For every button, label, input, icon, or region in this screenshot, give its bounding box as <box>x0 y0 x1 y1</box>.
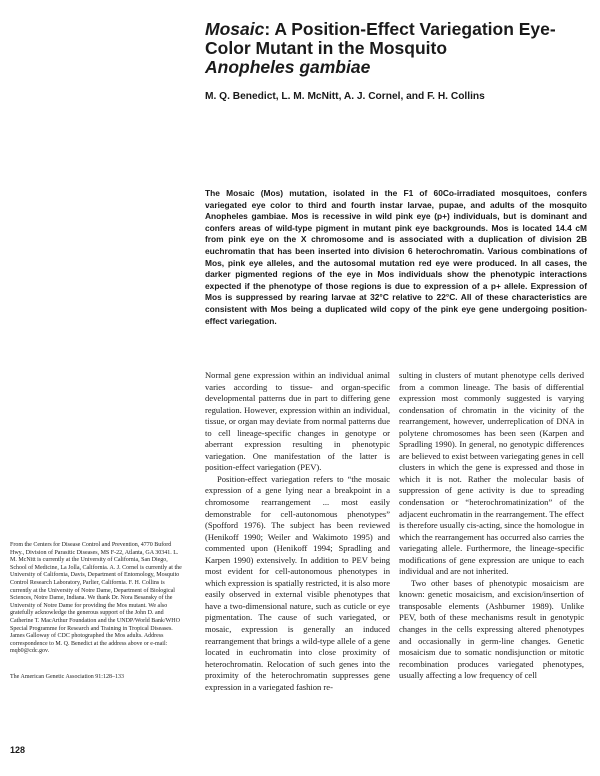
body-column-right <box>399 370 584 682</box>
body-paragraph: sulting in clusters of mutant phenotype cells derived from a common lineage. The basis of differential expression most commonly suggested is varying condensation of chromatin in the vicinity of the rearrangement, however, underreplication of DNA in polytene chromosomes has been seen (Karpen and Spradling 1990). In general, no genotypic differences are believed to exist between variegating genes in cell clusters in which the gene is expressed and those in which it is not. Rather the molecular basis of suppression of gene activity is due to spreading condensation or “heterochromatinization” of the adjacent euchromatin in the rearrangement. The effect is therefore usually cis-acting, since the homologue in which the rearrangement has occurred also carries the variegating allele. Furthermore, the lineage-specific modifications of gene expression are unique to each individual and are not inherited. <box>399 370 585 577</box>
title-block <box>205 20 585 102</box>
journal-citation: The American Genetic Association 91:128–133 <box>10 674 124 680</box>
title-species: Anopheles gambiae <box>205 57 371 77</box>
body-paragraph: Normal gene expression within an individual animal varies according to tissue- and organ-specific developmental patterns due in part to differing gene regulation. However, expression within an individual, tissue, or organ may deviate from normal patterns due to cell lineage-specific changes in genotype or aberrant expression resulting in phenotypic variegation. One manifestation of the latter is position-effect variegation (PEV). <box>205 370 390 473</box>
body-column-left <box>205 370 390 693</box>
affiliation-footnote: From the Centers for Disease Control and Prevention, 4770 Buford Hwy., Division of Parasitic Diseases, MS F-22, Atlanta, GA 30341. L. M. McNitt is currently at the University of California, San Diego, School of Medicine, La Jolla, California. A. J. Cornel is currently at the University of California, Davis, Department of Entomology, Mosquito Control Research Laboratory, Parlier, California. F. H. Collins is currently at the University of Notre Dame, Department of Biological Sciences, Notre Dame, Indiana. We thank Dr. Nora Besansky of the University of Notre Dame for providing the Mos mutant. We also gratefully acknowledge the generous support of the John D. and Catherine T. MacArthur Foundation and the UNDP/World Bank/WHO Special Programme for Research and Training in Tropical Diseases. James Galloway of CDC photographed the Mos adults. Address correspondence to M. Q. Benedict at the address above or e-mail: mqb0@cdc.gov. <box>10 542 182 655</box>
body-paragraph: Two other bases of phenotypic mosaicism are known: genetic mosaicism, and excision/insertion of transposable elements (Ashburner 1989). Unlike PEV, both of these mechanisms result in genotypic changes in the cells expressing altered phenotypes and occasionally in germ-line changes. Genetic mosaicism due to somatic nondisjunction or mitotic recombination produces variegated phenotypes, usually affecting a low frequency of cell <box>399 577 584 681</box>
body-paragraph: Position-effect variegation refers to “the mosaic expression of a gene lying near a breakpoint in a chromosome rearrangement ... most easily demonstrable for cell-autonomous phenotypes” (Spofford 1976). The subject has been reviewed (Henikoff 1990; Weiler and Wakimoto 1995) and commented upon (Henikoff 1994; Spradling and Karpen 1990) extensively. In addition to PEV being most evident for cell-autonomous phenotypes in which expression is spatially restricted, it is also more easily observed in external visible phenotypes that have a two-dimensional nature, such as cuticle or eye pigmentation. The cause of such variegated, or mosaic, expression is generally an induced rearrangement that brings a wild-type allele of a gene located in euchromatin into close proximity of heterochromatin. Relocation of such genes into the proximity of the heterochromatin suppresses gene expression in a variegated fashion re- <box>205 473 390 692</box>
page-number: 128 <box>10 745 26 755</box>
article-title <box>205 20 585 77</box>
abstract: The Mosaic (Mos) mutation, isolated in the F1 of 60Co-irradiated mosquitoes, confers variegated eye color to third and fourth instar larvae, pupae, and adults of the mosquito Anopheles gambiae. Mos is recessive in wild pink eye (p+) individuals, but is dominant and confers areas of wild-type pigment in mutant pink eye backgrounds. Mos is located 14.4 cM from pink eye on the X chromosome and is associated with a duplication of division 2B euchromatin that has been inserted into division 6 heterochromatin. Various combinations of Mos, pink eye alleles, and the autosomal mutation red eye were produced. In all cases, the darker pigmented regions of the eye in Mos individuals show the phenotypic interactions expected if the phenotype of those regions is due to expression of a p+ allele. Expression of Mos is suppressed by rearing larvae at 32°C relative to 22°C. All of these characteristics are consistent with Mos being a duplicated wild copy of the pink eye gene undergoing position-effect variegation. <box>205 188 587 326</box>
author-list: M. Q. Benedict, L. M. McNitt, A. J. Cornel, and F. H. Collins <box>205 91 485 102</box>
title-mosaic: Mosaic <box>205 19 265 39</box>
title-main: : A Position-Effect Variegation Eye-Color Mutant in the Mosquito <box>205 19 556 58</box>
